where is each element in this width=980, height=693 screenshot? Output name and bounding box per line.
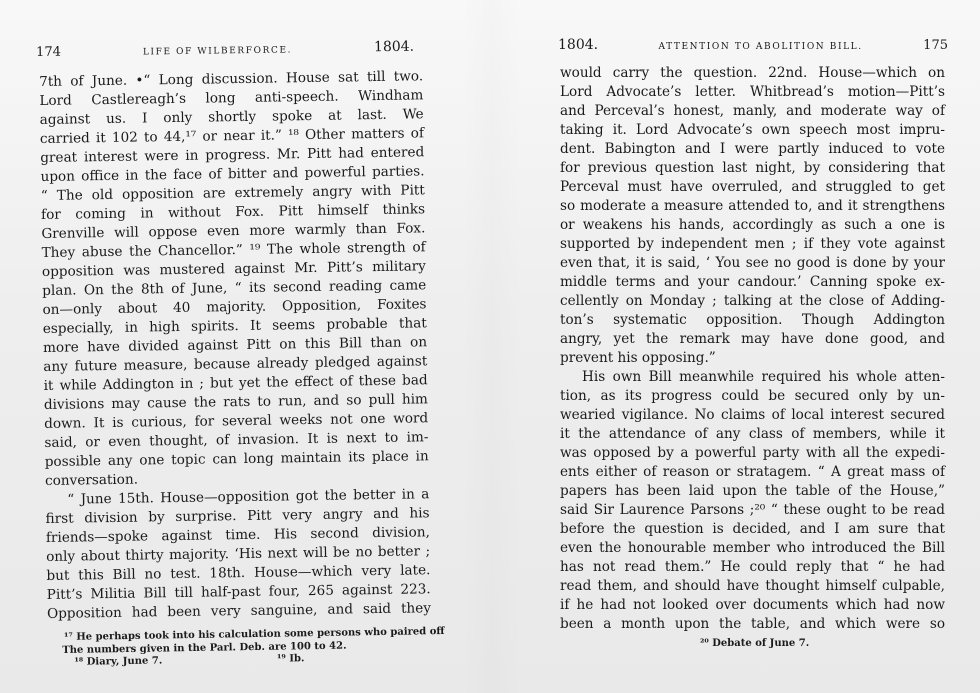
footnote-17: ¹⁷ He perhaps took into his calculation some persons who paired off [64, 626, 445, 643]
text-line: opposition was mustered against Mr. Pitt’s military [41, 258, 427, 280]
text-line: would carry the question. 22nd. House—which on [560, 65, 945, 81]
text-line: ents either of reason or stratagem. “ A great mass of [560, 464, 945, 480]
text-line: They abuse the Chancellor.” ¹⁹ The whole strength of [41, 239, 426, 261]
text-line: read them, and should have thought himself culpable, [560, 578, 945, 594]
text-line: cellently on Monday ; talking at the close of Adding- [560, 293, 945, 309]
text-line: so moderate a measure attended to, and it strengthens [560, 198, 945, 214]
text-line: wearied vigilance. No claims of local interest secured [560, 407, 945, 423]
text-line: against us. I only shortly spoke at last. We [39, 106, 424, 128]
text-line: has not read them.” He could reply that “ he had [560, 559, 945, 575]
text-line: papers has been laid upon the table of the House,” [560, 483, 945, 499]
text-line: said Sir Laurence Parsons ;²⁰ “ these ought to be read [560, 502, 945, 518]
text-line: plan. On the 8th of June, “ its second reading came [42, 277, 427, 299]
text-line: middle terms and your candour.’ Canning spoke ex- [560, 274, 945, 290]
text-line: friends—spoke against time. His second division, [45, 524, 430, 546]
header-year: 1804. [558, 37, 599, 53]
text-line: Lord Advocate’s letter. Whitbread’s motion—Pitt’s [560, 84, 945, 100]
text-line: if he had not looked over documents which had now [560, 597, 945, 613]
text-line: His own Bill meanwhile required his whole atten- [582, 369, 945, 385]
text-line: supported by independent men ; if they vote against [560, 236, 945, 252]
text-line: carried it 102 to 44,¹⁷ or near it.” ¹⁸ Other matters of [39, 125, 425, 147]
text-line: even the honourable member who introduced the Bill [560, 540, 945, 556]
text-line: only about thirty majority. ‘His next will be no better ; [46, 543, 431, 565]
text-line: prevent his opposing.” [560, 350, 716, 366]
text-line: or weakens his hands, accordingly as such a one is [560, 217, 945, 233]
footnote-20: ²⁰ Debate of June 7. [700, 638, 810, 649]
footnote-18: ¹⁸ Diary, June 7. [74, 655, 163, 668]
text-line: for coming in without Fox. Pitt himself thinks [40, 201, 426, 223]
text-line: was opposed by a powerful party with all the expedi- [560, 445, 945, 461]
running-title: ATTENTION TO ABOLITION BILL. [658, 42, 863, 52]
text-line: for previous question last night, by considering that [560, 160, 945, 176]
left-page [0, 0, 470, 693]
right-footnotes [700, 638, 900, 651]
text-line: even that, it is said, ‘ You see no good is done by your [560, 255, 945, 271]
left-body-text [39, 67, 431, 624]
text-line: possible any one topic can long maintain its place in [44, 448, 429, 470]
text-line: taking it. Lord Advocate’s own speech most impru- [560, 122, 945, 138]
text-line: it the attendance of any class of members, while it [560, 426, 945, 442]
text-line: Perceval must have overruled, and struggled to get [560, 179, 945, 195]
text-line: dent. Babington and I were partly induced to vote [560, 141, 945, 157]
text-line: any future measure, because already pledged against [43, 353, 428, 375]
right-page [490, 0, 980, 693]
text-line: divisions may cause the rats to run, and so pull him [43, 391, 429, 413]
footnote-19: ¹⁹ Ib. [276, 653, 305, 665]
footnote-17-continued: The numbers given in the Parl. Deb. are 100 to 42. [62, 640, 347, 656]
text-line: Grenville will oppose even more warmly than Fox. [41, 220, 426, 242]
text-line: it while Addington in ; but yet the effect of these bad [43, 372, 428, 394]
text-line: said, or even thought, of invasion. It is next to im- [44, 429, 429, 451]
text-line: Opposition had been very sanguine, and said they [46, 600, 432, 622]
text-line: upon office in the face of bitter and powerful parties. [40, 163, 425, 185]
text-line: down. It is curious, for several weeks not one word [44, 410, 429, 432]
text-line: been a month upon the table, and which were so [560, 616, 945, 632]
text-line: conversation. [44, 471, 139, 489]
page-number: 175 [923, 38, 948, 53]
text-line: especially, in high spirits. It seems probable that [42, 315, 427, 337]
text-line: and Perceval’s honest, manly, and moderate way of [560, 103, 945, 119]
text-line: ton’s systematic opposition. Though Addington [560, 312, 945, 328]
running-title: LIFE OF WILBERFORCE. [142, 45, 293, 58]
text-line: first division by surprise. Pitt very angry and his [45, 505, 430, 527]
text-line: great interest were in progress. Mr. Pitt had entered [40, 144, 425, 166]
right-body-text [560, 64, 945, 634]
text-line: Lord Castlereagh’s long anti-speech. Windham [39, 87, 424, 109]
left-footnotes [64, 626, 445, 669]
text-line: “ June 15th. House—opposition got the better in a [67, 486, 430, 508]
text-line: on—only about 40 majority. Opposition, Foxites [42, 296, 427, 318]
right-page-header [558, 37, 948, 53]
text-line: Pitt’s Militia Bill till half-past four, 265 against 223. [46, 581, 431, 603]
text-line: tion, as its progress could be secured only by un- [560, 388, 945, 404]
text-line: angry, yet the remark may have done good, and [560, 331, 945, 347]
text-line: “ The old opposition are extremely angry with Pitt [40, 182, 425, 204]
text-line: more have divided against Pitt on this Bill than on [42, 334, 428, 356]
text-line: before the question is decided, and I am sure that [560, 521, 945, 537]
text-line: but this Bill no test. 18th. House—which very late. [46, 562, 431, 584]
header-year: 1804. [373, 38, 415, 56]
page-number: 174 [36, 44, 62, 60]
left-page-header [36, 39, 414, 60]
text-line: 7th of June. •“ Long discussion. House sat till two. [39, 68, 424, 90]
